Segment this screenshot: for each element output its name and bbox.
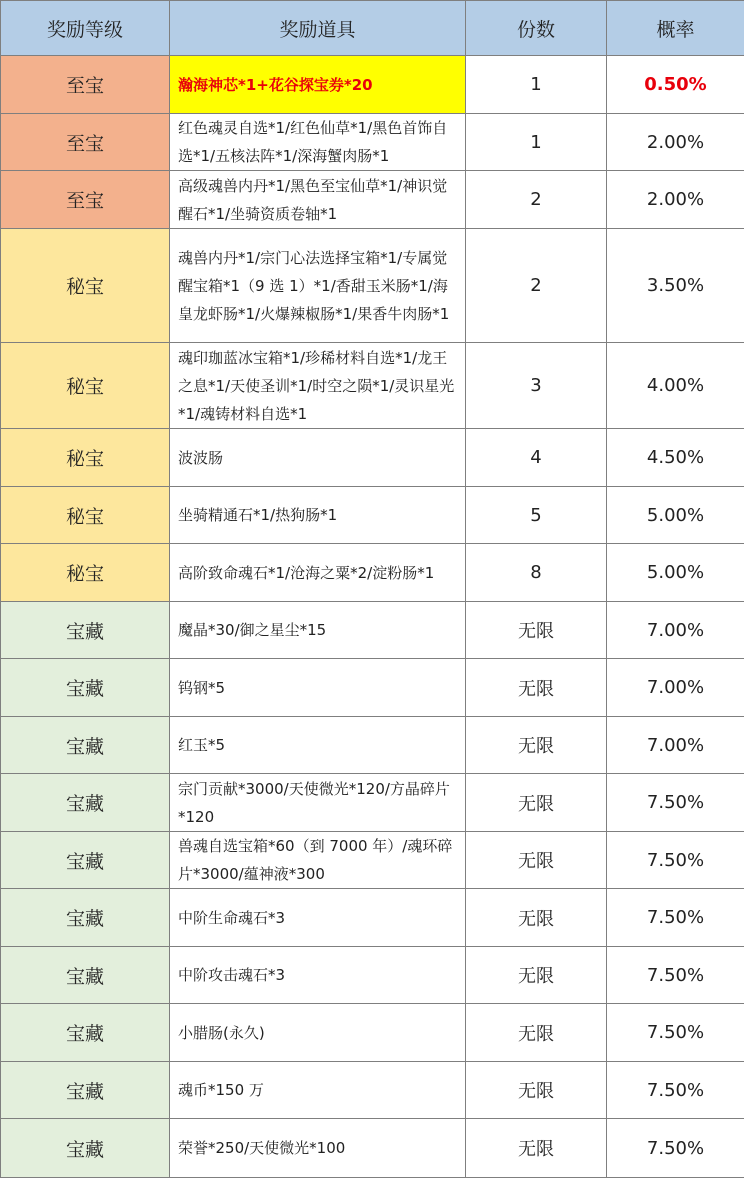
prob-cell: 4.00%: [607, 343, 744, 429]
table-row: [1, 1004, 744, 1062]
qty-cell: 2: [466, 229, 607, 343]
qty-cell: 无限: [466, 832, 607, 889]
tier-cell: 宝藏: [1, 1004, 170, 1062]
qty-cell: 2: [466, 171, 607, 229]
prob-cell: 2.00%: [607, 114, 744, 171]
item-cell: 兽魂自选宝箱*60（到 7000 年）/魂环碎片*3000/蕴神液*300: [170, 832, 466, 889]
qty-cell: 1: [466, 114, 607, 171]
item-cell: 魂印珈蓝冰宝箱*1/珍稀材料自选*1/龙王之息*1/天使圣训*1/时空之陨*1/灵识星光*1/魂铸材料自选*1: [170, 343, 466, 429]
item-cell: 高级魂兽内丹*1/黑色至宝仙草*1/神识觉醒石*1/坐骑资质卷轴*1: [170, 171, 466, 229]
qty-cell: 3: [466, 343, 607, 429]
tier-cell: 宝藏: [1, 1062, 170, 1119]
item-cell: 魂币*150 万: [170, 1062, 466, 1119]
tier-cell: 秘宝: [1, 343, 170, 429]
prob-cell: 2.00%: [607, 171, 744, 229]
qty-cell: 无限: [466, 1119, 607, 1178]
item-cell: 荣誉*250/天使微光*100: [170, 1119, 466, 1178]
tier-cell: 至宝: [1, 114, 170, 171]
table-row: [1, 947, 744, 1004]
table-row: [1, 717, 744, 774]
prob-cell: 5.00%: [607, 487, 744, 544]
table-row: [1, 889, 744, 947]
prob-cell: 7.50%: [607, 1004, 744, 1062]
qty-cell: 4: [466, 429, 607, 487]
table-row: [1, 544, 744, 602]
table-row: [1, 343, 744, 429]
header-item: 奖励道具: [170, 1, 466, 56]
prob-cell: 5.00%: [607, 544, 744, 602]
qty-cell: 无限: [466, 659, 607, 717]
item-cell: 瀚海神芯*1+花谷探宝券*20: [170, 56, 466, 114]
tier-cell: 宝藏: [1, 947, 170, 1004]
prob-cell: 4.50%: [607, 429, 744, 487]
header-tier: 奖励等级: [1, 1, 170, 56]
item-cell: 红色魂灵自选*1/红色仙草*1/黑色首饰自选*1/五核法阵*1/深海蟹肉肠*1: [170, 114, 466, 171]
tier-cell: 至宝: [1, 171, 170, 229]
tier-cell: 至宝: [1, 56, 170, 114]
header-prob: 概率: [607, 1, 744, 56]
item-cell: 红玉*5: [170, 717, 466, 774]
prob-cell: 7.00%: [607, 602, 744, 659]
item-cell: 宗门贡献*3000/天使微光*120/方晶碎片*120: [170, 774, 466, 832]
qty-cell: 1: [466, 56, 607, 114]
table-row: [1, 1062, 744, 1119]
qty-cell: 8: [466, 544, 607, 602]
item-cell: 钨钢*5: [170, 659, 466, 717]
qty-cell: 5: [466, 487, 607, 544]
qty-cell: 无限: [466, 774, 607, 832]
tier-cell: 秘宝: [1, 229, 170, 343]
qty-cell: 无限: [466, 947, 607, 1004]
item-cell: 中阶攻击魂石*3: [170, 947, 466, 1004]
item-cell: 魂兽内丹*1/宗门心法选择宝箱*1/专属觉醒宝箱*1（9 选 1）*1/香甜玉米肠*1/海皇龙虾肠*1/火爆辣椒肠*1/果香牛肉肠*1: [170, 229, 466, 343]
tier-cell: 秘宝: [1, 429, 170, 487]
item-cell: 小腊肠(永久): [170, 1004, 466, 1062]
prob-cell: 0.50%: [607, 56, 744, 114]
table-row: [1, 602, 744, 659]
item-cell: 高阶致命魂石*1/沧海之粟*2/淀粉肠*1: [170, 544, 466, 602]
item-cell: 坐骑精通石*1/热狗肠*1: [170, 487, 466, 544]
tier-cell: 宝藏: [1, 1119, 170, 1178]
table-row: [1, 171, 744, 229]
prob-cell: 7.00%: [607, 659, 744, 717]
table-row: [1, 429, 744, 487]
table-row: [1, 774, 744, 832]
prob-cell: 7.50%: [607, 774, 744, 832]
prob-cell: 7.50%: [607, 947, 744, 1004]
qty-cell: 无限: [466, 1062, 607, 1119]
prob-cell: 7.00%: [607, 717, 744, 774]
prob-cell: 7.50%: [607, 889, 744, 947]
prob-cell: 7.50%: [607, 832, 744, 889]
qty-cell: 无限: [466, 717, 607, 774]
table-row: [1, 114, 744, 171]
qty-cell: 无限: [466, 1004, 607, 1062]
tier-cell: 秘宝: [1, 487, 170, 544]
qty-cell: 无限: [466, 889, 607, 947]
item-cell: 中阶生命魂石*3: [170, 889, 466, 947]
tier-cell: 秘宝: [1, 544, 170, 602]
tier-cell: 宝藏: [1, 659, 170, 717]
tier-cell: 宝藏: [1, 774, 170, 832]
tier-cell: 宝藏: [1, 602, 170, 659]
item-cell: 魔晶*30/御之星尘*15: [170, 602, 466, 659]
prob-cell: 7.50%: [607, 1062, 744, 1119]
header-row: [1, 1, 744, 56]
tier-cell: 宝藏: [1, 832, 170, 889]
tier-cell: 宝藏: [1, 889, 170, 947]
table-row: [1, 229, 744, 343]
table-row: [1, 56, 744, 114]
prob-cell: 7.50%: [607, 1119, 744, 1178]
table-row: [1, 1119, 744, 1178]
prob-cell: 3.50%: [607, 229, 744, 343]
qty-cell: 无限: [466, 602, 607, 659]
item-cell: 波波肠: [170, 429, 466, 487]
table-row: [1, 659, 744, 717]
header-qty: 份数: [466, 1, 607, 56]
table-row: [1, 487, 744, 544]
tier-cell: 宝藏: [1, 717, 170, 774]
table-row: [1, 832, 744, 889]
